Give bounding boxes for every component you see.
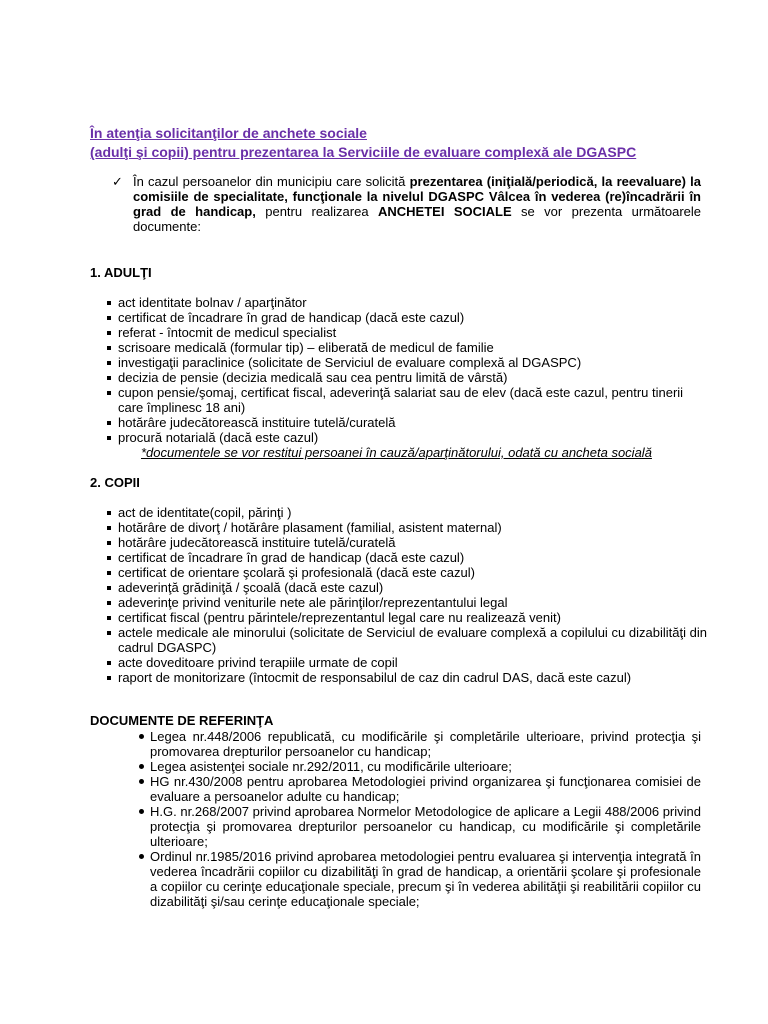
checkmark-icon: ✓ [112, 174, 123, 189]
intro-bold-1: prezentarea (iniţială/periodică, la reevaluare) la comisiile de specialitate, funcţionale la nivelul DGASPC Vâlcea în vederea (re)încadrării în grad de handicap, [133, 174, 701, 219]
list-item: referat - întocmit de medicul specialist [107, 325, 707, 340]
list-item: hotărâre de divorţ / hotărâre plasament (familial, asistent maternal) [107, 520, 707, 535]
list-item: scrisoare medicală (formular tip) – eliberată de medicul de familie [107, 340, 707, 355]
list-item: adeverinţe privind veniturile nete ale părinţilor/reprezentantului legal [107, 595, 707, 610]
list-item: H.G. nr.268/2007 privind aprobarea Normelor Metodologice de aplicare a Legii 488/2006 privind protecţia şi promovarea drepturilor persoanelor cu handicap, cu modificările şi completările ulterioare; [137, 804, 701, 849]
list-item: cupon pensie/şomaj, certificat fiscal, adeverinţă salariat sau de elev (dacă este cazul, pentru tinerii care împlinesc 18 ani) [107, 385, 707, 415]
referinta-list [137, 729, 701, 909]
adulti-list [107, 295, 707, 445]
list-item: Legea nr.448/2006 republicată, cu modificările şi completările ulterioare, privind protecţia şi promovarea drepturilor persoanelor cu handicap; [137, 729, 701, 759]
list-item: certificat fiscal (pentru părintele/reprezentantul legal care nu realizează venit) [107, 610, 707, 625]
list-item: investigaţii paraclinice (solicitate de Serviciul de evaluare complexă al DGASPC) [107, 355, 707, 370]
list-item: actele medicale ale minorului (solicitate de Serviciul de evaluare complexă a copilului cu dizabilităţi din cadrul DGASPC) [107, 625, 707, 655]
section-heading-referinta: DOCUMENTE DE REFERINŢA [90, 713, 274, 728]
list-item: certificat de încadrare în grad de handicap (dacă este cazul) [107, 310, 707, 325]
list-item: act identitate bolnav / aparţinător [107, 295, 707, 310]
copii-list [107, 505, 707, 685]
list-item: raport de monitorizare (întocmit de responsabilul de caz din cadrul DAS, dacă este cazul) [107, 670, 707, 685]
list-item: adeverinţă grădiniţă / şcoală (dacă este cazul) [107, 580, 707, 595]
list-item: hotărâre judecătorească instituire tutelă/curatelă [107, 415, 707, 430]
list-item: acte doveditoare privind terapiile urmate de copil [107, 655, 707, 670]
title-line-2: (adulţi şi copii) pentru prezentarea la Serviciile de evaluare complexă ale DGASPC [90, 144, 637, 160]
title-line-1: În atenţia solicitanţilor de anchete sociale [90, 125, 367, 141]
list-item: certificat de orientare şcolară şi profesională (dacă este cazul) [107, 565, 707, 580]
intro-bold-2: ANCHETEI SOCIALE [378, 204, 512, 219]
list-item: hotărâre judecătorească instituire tutelă/curatelă [107, 535, 707, 550]
intro-text-2: pentru realizarea [255, 204, 378, 219]
section-heading-adulti: 1. ADULŢI [90, 265, 152, 280]
list-item: certificat de încadrare în grad de handicap (dacă este cazul) [107, 550, 707, 565]
intro-text-1: În cazul persoanelor din municipiu care solicită [133, 174, 410, 189]
list-item: HG nr.430/2008 pentru aprobarea Metodologiei privind organizarea şi funcţionarea comisiei de evaluare a persoanelor adulte cu handicap; [137, 774, 701, 804]
list-item: act de identitate(copil, părinţi ) [107, 505, 707, 520]
list-item: decizia de pensie (decizia medicală sau cea pentru limită de vârstă) [107, 370, 707, 385]
list-item: procură notarială (dacă este cazul) [107, 430, 707, 445]
restitution-note: *documentele se vor restitui persoanei în cauză/aparţinătorului, odată cu ancheta socială [141, 445, 652, 460]
intro-paragraph [133, 174, 701, 234]
section-heading-copii: 2. COPII [90, 475, 140, 490]
intro-text-3: se vor prezenta următoarele documente: [133, 204, 702, 234]
list-item: Legea asistenţei sociale nr.292/2011, cu modificările ulterioare; [137, 759, 701, 774]
list-item: Ordinul nr.1985/2016 privind aprobarea metodologiei pentru evaluarea şi intervenţia integrată în vederea încadrării copiilor cu dizabilităţi în grad de handicap, a orientării şcolare şi profesionale a copiilor cu cerinţe educaţionale speciale, precum şi în vederea abilităţii şi reabilitării copiilor cu dizabilităţi şi/sau cerinţe educaţionale speciale; [137, 849, 701, 909]
